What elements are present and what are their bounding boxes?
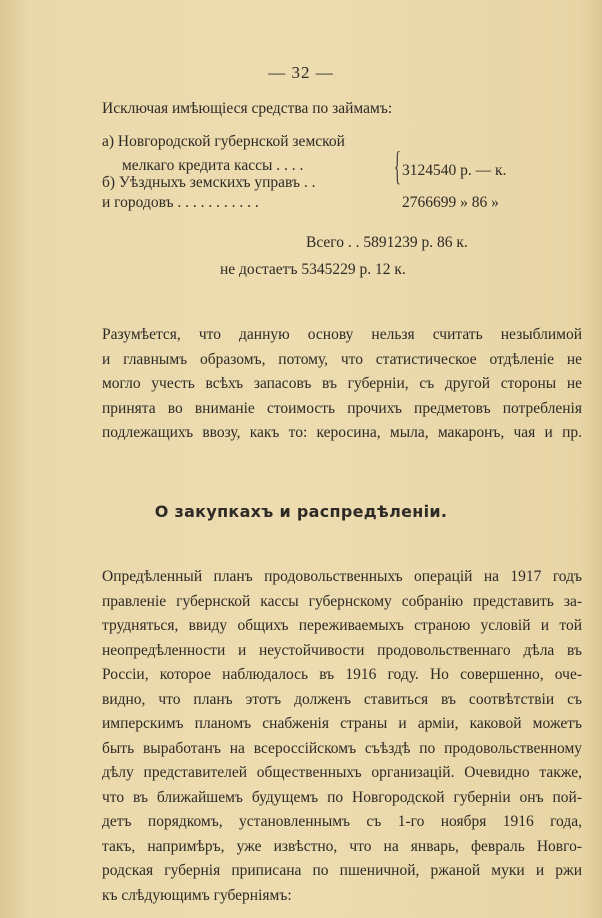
paragraph-line: Опредѣленный планъ продовольственныхъ операцій на 1917 годъ [102,568,582,585]
loan-a-line-1: а) Новгородской губернской земской [102,133,345,150]
paragraph-line: могло учесть всѣхъ запасовъ въ губерніи, съ другой стороны не [102,375,582,392]
paragraph-line: и главнымъ образомъ, потому, что статистическое отдѣленіе не [102,350,582,368]
paragraph-line: неопредѣленности и неустойчивости продовольственнаго дѣла въ [102,641,582,659]
paragraph-line: видно, что планъ этотъ долженъ ставиться въ соотвѣтствіи съ [102,690,582,708]
paragraph-line: имперскимъ планомъ снабженія страны и арміи, каковой можетъ [102,715,582,732]
loan-amount-2: 2766699 » 86 » [402,194,499,211]
paragraph-line: къ слѣдующимъ губерніямъ: [102,886,292,904]
paragraph-line: принята во вниманіе стоимость прочихъ предметовъ потребленія [102,399,582,417]
paragraph-line: такъ, напримѣръ, уже извѣстно, что на январь, февраль Новго- [102,837,582,855]
paragraph-line: подлежащихъ ввозу, какъ то: керосина, мыла, макаронъ, чая и пр. [102,424,582,441]
paragraph-line: родская губернія приписана по пшеничной, ржаной муки и ржи [102,862,582,879]
curly-brace-icon: { [394,143,401,188]
loan-amount-1: 3124540 р. — к. [402,162,507,179]
paragraph-line: дѣлу представителей общественныхъ организацій. Очевидно также, [102,764,582,781]
paragraph-line: Россіи, которое наблюдалось въ 1916 году. Но совершенно, оче- [102,666,582,683]
paragraph-reserves [102,323,582,446]
paragraph-line: Разумѣется, что данную основу нельзя считать незыблимой [102,326,582,343]
paragraph-line: быть выработанъ на всероссійскомъ съѣздѣ по продовольственному [102,739,582,757]
paragraph-procurement [102,565,582,908]
loan-c-line: и городовъ . . . . . . . . . . . [102,194,259,211]
paragraph-line: детъ порядкомъ, установленнымъ съ 1-го ноября 1916 года, [102,813,582,830]
paragraph-line: что въ ближайшемъ будущемъ по Новгородской губерніи онъ пой- [102,788,582,806]
paragraph-line: трудняться, ввиду общихъ переживаемыхъ страною условій и той [102,617,582,634]
paragraph-line: правленіе губернской кассы губернскому собранію представить за- [102,592,582,610]
shortfall-line: не достаетъ 5345229 р. 12 к. [220,261,406,278]
loan-b-line: б) Уѣздныхъ земскихъ управъ . . [102,174,316,191]
page-number: — 32 — [268,63,334,82]
total-line: Всего . . 5891239 р. 86 к. [306,234,468,251]
loans-intro: Исключая имѣющіеся средства по займамъ: [102,100,393,117]
loan-a-line-2: мелкаго кредита кассы . . . . [122,157,304,174]
section-heading: О закупкахъ и распредѣленіи. [154,502,448,521]
